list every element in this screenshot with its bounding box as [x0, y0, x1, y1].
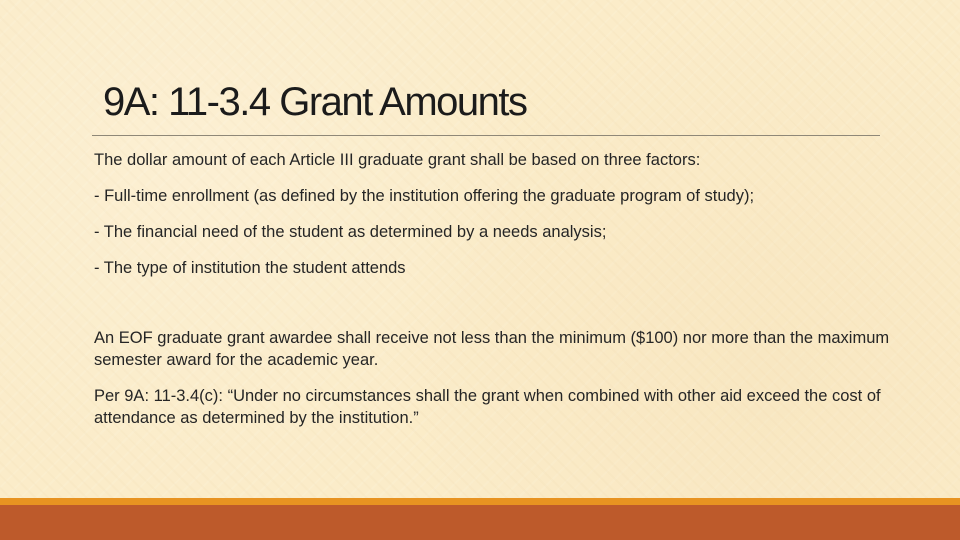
bullet-enrollment: - Full-time enrollment (as defined by the institution offering the graduate program of study); [94, 187, 755, 205]
paragraph-award-limits: An EOF graduate grant awardee shall receive not less than the minimum ($100) nor more than the maximum semester award for the academic year. [94, 329, 890, 369]
slide-title: 9A: 11-3.4 Grant Amounts [103, 80, 527, 124]
intro-text: The dollar amount of each Article III graduate grant shall be based on three factors: [94, 151, 701, 169]
footer-accent-stripe [0, 498, 960, 505]
footer-bar [0, 505, 960, 540]
paragraph-cost-of-attendance: Per 9A: 11-3.4(c): “Under no circumstances shall the grant when combined with other aid exceed the cost of attendance as determined by the institution.” [94, 387, 881, 427]
bullet-financial-need: - The financial need of the student as determined by a needs analysis; [94, 223, 607, 241]
bullet-institution-type: - The type of institution the student attends [94, 259, 406, 277]
slide-body [94, 149, 894, 443]
title-divider [92, 135, 880, 136]
